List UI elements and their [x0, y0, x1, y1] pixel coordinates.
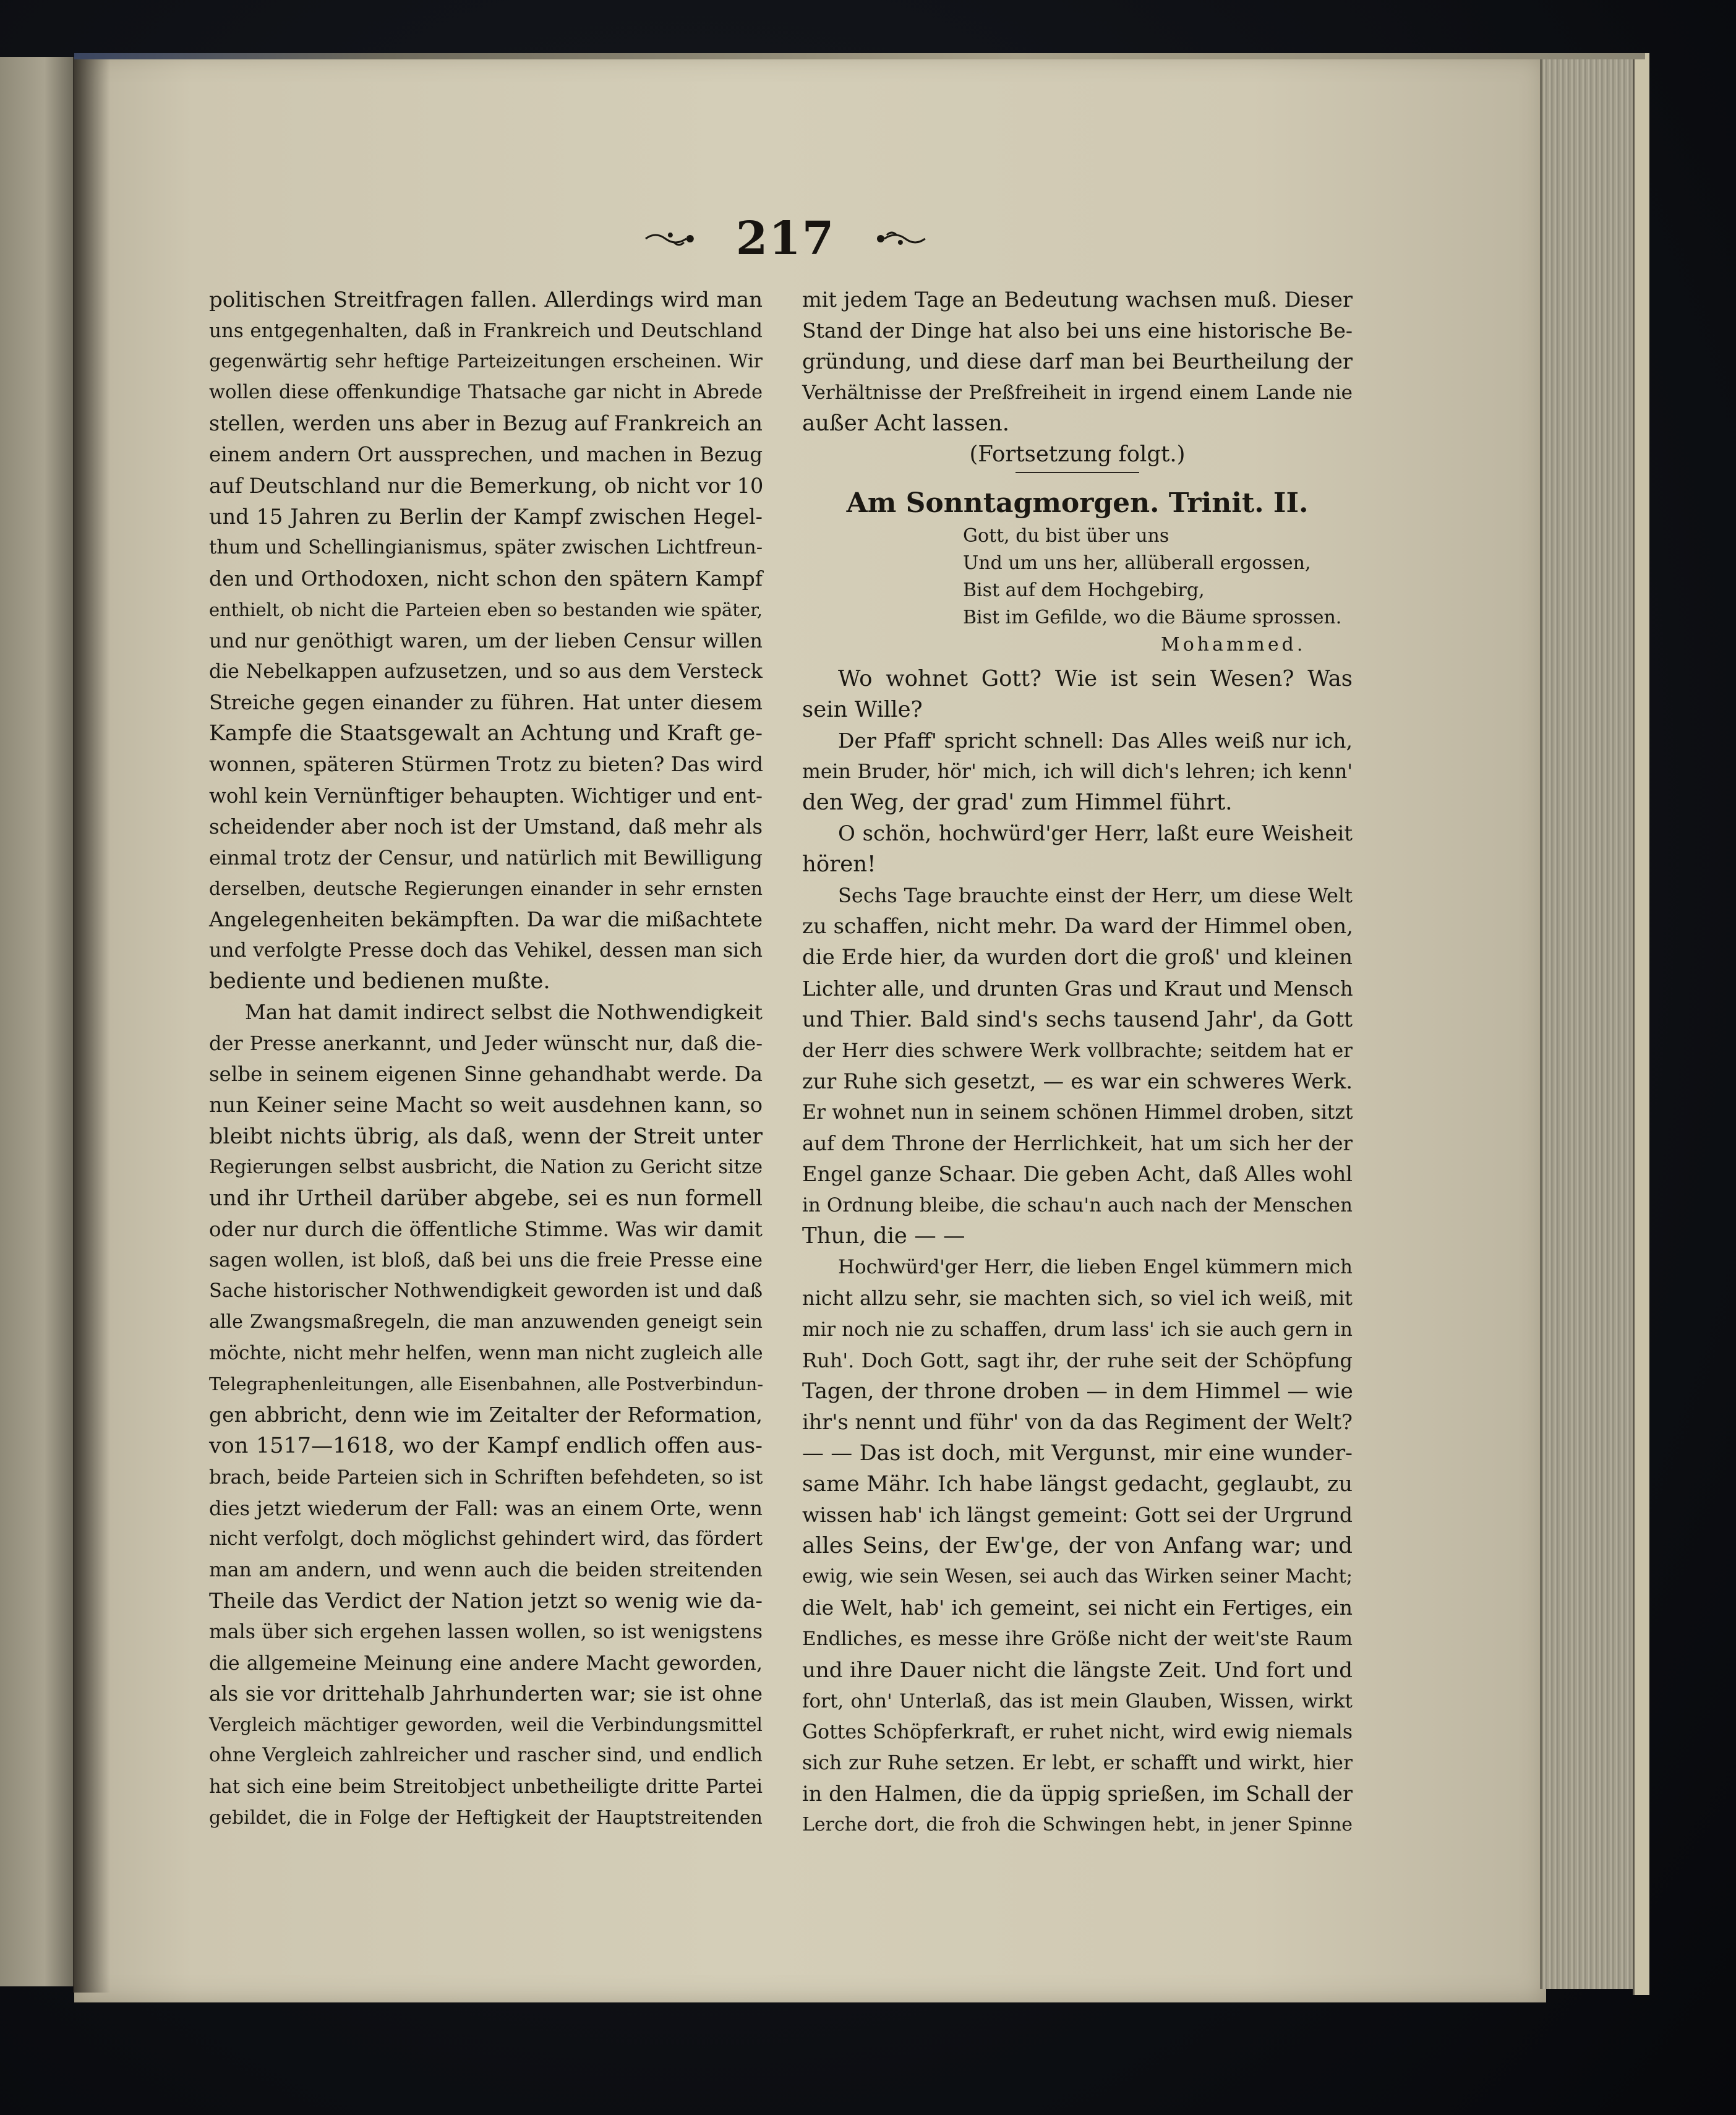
text-line: scheidender aber noch ist der Umstand, daß mehr als [209, 814, 763, 839]
text-line: und nur genöthigt waren, um der lieben Censur willen [209, 629, 763, 653]
spacer [802, 659, 1353, 664]
text-line: Tagen, der throne droben — in dem Himmel — wie [802, 1378, 1353, 1404]
text-line: uns entgegenhalten, daß in Frankreich und Deutschland [209, 320, 763, 343]
text-line: Stand der Dinge hat also bei uns eine historische Be- [802, 318, 1353, 343]
text-line: wissen hab' ich längst gemeint: Gott sei der Urgrund [802, 1503, 1353, 1528]
text-line: in Ordnung bleibe, die schau'n auch nach der Menschen [802, 1194, 1353, 1217]
text-line: Vergleich mächtiger geworden, weil die Verbindungsmittel [209, 1714, 763, 1736]
text-line: Lerche dort, die froh die Schwingen hebt, in jener Spinne [802, 1814, 1353, 1836]
text-line: oder nur durch die öffentliche Stimme. Was wir damit [209, 1217, 763, 1241]
text-line: in den Halmen, die da üppig sprießen, im Schall der [802, 1781, 1353, 1806]
text-line: außer Acht lassen. [802, 411, 1010, 437]
text-line: ihr's nennt und führ' von da das Regiment der Welt? [802, 1409, 1353, 1434]
text-line: Gottes Schöpferkraft, er ruhet nicht, wird ewig niemals [802, 1720, 1353, 1743]
text-line: stellen, werden uns aber in Bezug auf Frankreich an [209, 411, 763, 436]
page-block-edges [1540, 59, 1648, 1989]
text-line: mit jedem Tage an Bedeutung wachsen muß. Dieser [802, 288, 1353, 312]
text-line: auf Deutschland nur die Bemerkung, ob nicht vor 10 [209, 473, 764, 498]
text-line: einem andern Ort aussprechen, und machen in Bezug [209, 443, 763, 467]
text-line: einmal trotz der Censur, und natürlich mit Bewilligung [209, 845, 763, 870]
text-line: und verfolgte Presse doch das Vehikel, dessen man sich [209, 939, 763, 962]
text-line: und ihr Urtheil darüber abgebe, sei es nun formell [209, 1186, 763, 1211]
text-line: Wo wohnet Gott? Wie ist sein Wesen? Was [838, 665, 1353, 691]
text-line: möchte, nicht mehr helfen, wenn man nicht zugleich alle [209, 1342, 763, 1365]
text-line: wollen diese offenkundige Thatsache gar nicht in Abrede [209, 382, 763, 404]
continuation-note: (Fortsetzung folgt.) [969, 442, 1186, 468]
text-line: Engel ganze Schaar. Die geben Acht, daß Alles wohl [802, 1162, 1353, 1187]
text-line: die Welt, hab' ich gemeint, sei nicht ein Fertiges, ein [802, 1596, 1353, 1620]
text-line: Er wohnet nun in seinem schönen Himmel droben, sitzt [802, 1101, 1353, 1124]
text-line: Telegraphenleitungen, alle Eisenbahnen, alle Postverbindun- [209, 1374, 764, 1395]
text-line: politischen Streitfragen fallen. Allerdings wird man [209, 288, 763, 312]
left-ornament-icon [643, 226, 699, 251]
text-line: same Mähr. Ich habe längst gedacht, geglaubt, zu [802, 1472, 1353, 1497]
text-line: sagen wollen, ist bloß, daß bei uns die freie Presse eine [209, 1249, 763, 1271]
right-ornament-icon [872, 226, 928, 251]
text-line: Ruh'. Doch Gott, sagt ihr, der ruhe seit der Schöpfung [802, 1348, 1353, 1372]
text-line: als sie vor drittehalb Jahrhunderten war; sie ist ohne [209, 1681, 763, 1706]
text-line: mein Bruder, hör' mich, ich will dich's lehren; ich kenn' [802, 760, 1353, 783]
text-line: wonnen, späteren Stürmen Trotz zu bieten? Das wird [209, 752, 764, 777]
text-line: mir noch nie zu schaffen, drum lass' ich sie auch gern in [802, 1318, 1353, 1341]
text-line: Regierungen selbst ausbricht, die Nation zu Gericht sitze [209, 1156, 763, 1178]
page-number: 217 [735, 212, 836, 265]
text-line: auf dem Throne der Herrlichkeit, hat um sich her der [802, 1131, 1353, 1155]
binding-top-edge [74, 53, 1645, 59]
text-line: bleibt nichts übrig, als daß, wenn der Streit unter [209, 1124, 763, 1149]
text-line: Man hat damit indirect selbst die Nothwendigkeit [245, 1000, 763, 1025]
text-line: die Nebelkappen aufzusetzen, und so aus dem Versteck [209, 660, 763, 683]
text-line: fort, ohn' Unterlaß, das ist mein Glauben, Wissen, wirkt [802, 1690, 1353, 1712]
text-line: ewig, wie sein Wesen, sei auch das Wirken seiner Macht; [802, 1566, 1353, 1588]
epigraph-line: Gott, du bist über uns [963, 524, 1169, 547]
epigraph-author: Mohammed. [1161, 633, 1306, 656]
text-line: derselben, deutsche Regierungen einander in sehr ernsten [209, 878, 763, 899]
text-line: selbe in seinem eigenen Sinne gehandhabt werde. Da [209, 1062, 763, 1087]
text-line: Sache historischer Nothwendigkeit geworden ist und daß [209, 1280, 763, 1302]
text-line: sich zur Ruhe setzen. Er lebt, er schafft und wirkt, hier [802, 1751, 1353, 1774]
text-line: nicht allzu sehr, sie machten sich, so viel ich weiß, mit [802, 1286, 1353, 1310]
right-column [802, 284, 1353, 1840]
epigraph-line: Und um uns her, allüberall ergossen, [963, 552, 1311, 574]
text-line: enthielt, ob nicht die Parteien eben so bestanden wie später, [209, 599, 763, 620]
text-line: zur Ruhe sich gesetzt, — es war ein schweres Werk. [802, 1069, 1353, 1093]
left-column [209, 284, 763, 1834]
text-line: Streiche gegen einander zu führen. Hat unter diesem [209, 691, 763, 715]
text-line: Theile das Verdict der Nation jetzt so wenig wie da- [209, 1588, 763, 1613]
text-line: man am andern, und wenn auch die beiden streitenden [209, 1558, 763, 1581]
text-line: ohne Vergleich zahlreicher und rascher sind, und endlich [209, 1745, 763, 1767]
text-line: brach, beide Parteien sich in Schriften befehdeten, so ist [209, 1466, 763, 1489]
text-line: nun Keiner seine Macht so weit ausdehnen kann, so [209, 1093, 763, 1117]
epigraph-line: Bist auf dem Hochgebirg, [963, 579, 1205, 601]
text-line: die Erde hier, da wurden dort die groß' und kleinen [802, 945, 1353, 970]
text-line: sein Wille? [802, 696, 923, 722]
cover-edge [1633, 53, 1649, 1995]
text-line: wohl kein Vernünftiger behaupten. Wichtiger und ent- [209, 784, 763, 808]
text-line: hören! [802, 852, 876, 878]
text-line: — — Das ist doch, mit Vergunst, mir eine wunder- [802, 1440, 1353, 1466]
article-title: Am Sonntagmorgen. Trinit. II. [846, 487, 1309, 519]
text-line: der Herr dies schwere Werk vollbrachte; seitdem hat er [802, 1039, 1353, 1062]
text-line: alles Seins, der Ew'ge, der von Anfang war; und [802, 1533, 1353, 1559]
text-line: zu schaffen, nicht mehr. Da ward der Himmel oben, [802, 914, 1353, 939]
text-line: gebildet, die in Folge der Heftigkeit der Hauptstreitenden [209, 1806, 763, 1829]
text-line: die allgemeine Meinung eine andere Macht geworden, [209, 1651, 763, 1675]
text-line: Angelegenheiten bekämpften. Da war die mißachtete [209, 907, 763, 931]
text-line: den und Orthodoxen, nicht schon den spätern Kampf [209, 566, 763, 591]
text-line: den Weg, der grad' zum Himmel führt. [802, 789, 1233, 815]
text-line: dies jetzt wiederum der Fall: was an einem Orte, wenn [209, 1496, 763, 1520]
epigraph-line: Bist im Gefilde, wo die Bäume sprossen. [963, 606, 1342, 628]
text-line: alle Zwangsmaßregeln, die man anzuwenden geneigt sein [209, 1311, 763, 1333]
text-line: Lichter alle, und drunten Gras und Kraut und Mensch [802, 976, 1353, 1001]
text-line: Der Pfaff' spricht schnell: Das Alles weiß nur ich, [838, 728, 1353, 753]
text-line: und Thier. Bald sind's sechs tausend Jahr', da Gott [802, 1007, 1353, 1032]
text-line: bediente und bedienen mußte. [209, 968, 550, 994]
text-line: hat sich eine beim Streitobject unbetheiligte dritte Partei [209, 1775, 763, 1798]
text-line: Kampfe die Staatsgewalt an Achtung und Kraft ge- [209, 721, 763, 746]
text-line: Hochwürd'ger Herr, die lieben Engel kümmern mich [838, 1256, 1353, 1279]
section-divider [802, 471, 1353, 484]
text-line: O schön, hochwürd'ger Herr, laßt eure Weisheit [838, 821, 1353, 847]
spine-shadow [73, 57, 110, 1993]
text-line: und 15 Jahren zu Berlin der Kampf zwischen Hegel- [209, 504, 763, 529]
text-line: gegenwärtig sehr heftige Parteizeitungen erscheinen. Wir [209, 351, 763, 373]
text-line: gründung, und diese darf man bei Beurtheilung der [802, 349, 1353, 374]
facing-page-edge [0, 57, 76, 1986]
text-line: Thun, die — — [802, 1223, 965, 1249]
text-line: der Presse anerkannt, und Jeder wünscht nur, daß die- [209, 1032, 763, 1056]
text-line: thum und Schellingianismus, später zwischen Lichtfreun- [209, 536, 763, 558]
text-line: und ihre Dauer nicht die längste Zeit. Und fort und [802, 1657, 1353, 1683]
text-line: Verhältnisse der Preßfreiheit in irgend einem Lande nie [802, 382, 1353, 404]
text-line: von 1517—1618, wo der Kampf endlich offen aus- [209, 1434, 763, 1459]
text-line: mals über sich ergehen lassen wollen, so ist wenigstens [209, 1621, 763, 1644]
text-line: nicht verfolgt, doch möglichst gehindert wird, das fördert [209, 1528, 763, 1550]
text-line: Endliches, es messe ihre Größe nicht der weit'ste Raum [802, 1628, 1353, 1651]
text-line: Sechs Tage brauchte einst der Herr, um diese Welt [838, 884, 1353, 908]
text-line: gen abbricht, denn wie im Zeitalter der Reformation, [209, 1403, 763, 1427]
page-header [643, 208, 928, 270]
